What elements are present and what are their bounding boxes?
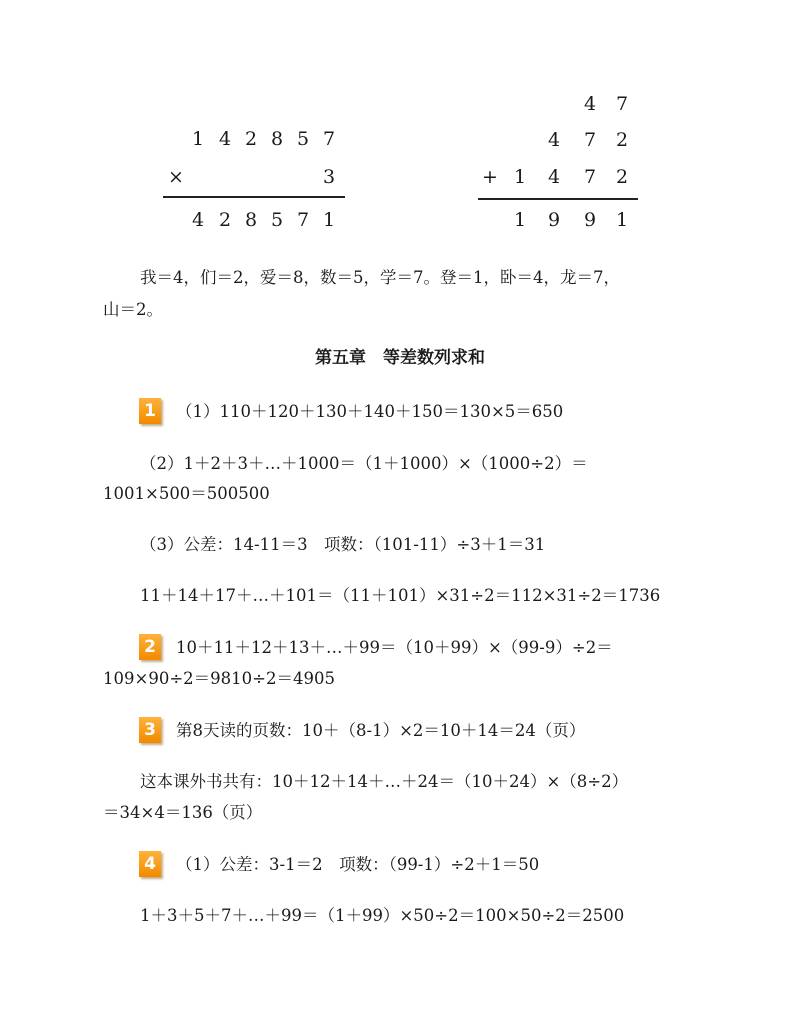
sum-digit: 1 [615,209,629,231]
addend-digit: 7 [583,129,597,151]
chapter-title: 第五章 等差数列求和 [315,348,485,368]
addition-operator: + [482,166,498,188]
multiplication-rule [163,196,345,198]
product-digit: 5 [270,209,284,231]
problem3-line3: ＝34×4＝136（页） [103,803,263,822]
problem3-line1: 第8天读的页数：10＋（8-1）×2＝10＋14＝24（页） [176,721,586,740]
multiplicand-digit: 1 [191,128,205,150]
multiplicand-digit: 5 [296,128,310,150]
problem2-line2: 109×90÷2＝9810÷2＝4905 [103,669,335,688]
product-digit: 1 [322,209,336,231]
addend-digit: 2 [615,166,629,188]
problem-badge-4: 4 [139,851,161,877]
problem1-part2-line2: 1001×500＝500500 [103,484,270,503]
problem3-line2: 这本课外书共有：10＋12＋14＋…＋24＝（10＋24）×（8÷2） [140,772,629,791]
product-digit: 2 [218,209,232,231]
product-digit: 4 [191,209,205,231]
product-digit: 8 [244,209,258,231]
addend-digit: 7 [583,166,597,188]
problem4-line1: （1）公差：3-1＝2 项数：（99-1）÷2＋1＝50 [176,855,540,874]
addend-digit: 1 [513,166,527,188]
mapping-line-1: 我＝4，们＝2，爱＝8，数＝5，学＝7。登＝1，卧＝4，龙＝7， [140,268,620,287]
addend-digit: 4 [547,129,561,151]
problem1-part1: （1）110＋120＋130＋140＋150＝130×5＝650 [176,402,564,421]
sum-digit: 9 [583,209,597,231]
multiplicand-digit: 4 [218,128,232,150]
addend-digit: 4 [547,166,561,188]
mapping-line-2: 山＝2。 [103,300,163,319]
problem-badge-3: 3 [139,717,161,743]
addend-digit: 4 [583,93,597,115]
multiplier-digit: 3 [322,166,336,188]
problem-badge-2: 2 [139,634,161,660]
addition-rule [478,198,638,200]
problem1-part3-calc: 11＋14＋17＋…＋101＝（11＋101）×31÷2＝112×31÷2＝1736 [140,586,661,605]
addend-digit: 7 [615,93,629,115]
problem2-line1: 10＋11＋12＋13＋…＋99＝（10＋99）×（99-9）÷2＝ [176,638,613,657]
multiplication-operator: × [168,166,184,188]
problem4-line2: 1＋3＋5＋7＋…＋99＝（1＋99）×50÷2＝100×50÷2＝2500 [140,906,625,925]
product-digit: 7 [296,209,310,231]
addend-digit: 2 [615,129,629,151]
multiplicand-digit: 2 [244,128,258,150]
problem1-part2-line1: （2）1＋2＋3＋…＋1000＝（1＋1000）×（1000÷2）＝ [140,454,588,473]
multiplicand-digit: 8 [270,128,284,150]
problem-badge-1: 1 [139,398,161,424]
multiplicand-digit: 7 [322,128,336,150]
sum-digit: 1 [513,209,527,231]
sum-digit: 9 [547,209,561,231]
problem1-part3: （3）公差：14-11＝3 项数：（101-11）÷3＋1＝31 [140,535,546,554]
